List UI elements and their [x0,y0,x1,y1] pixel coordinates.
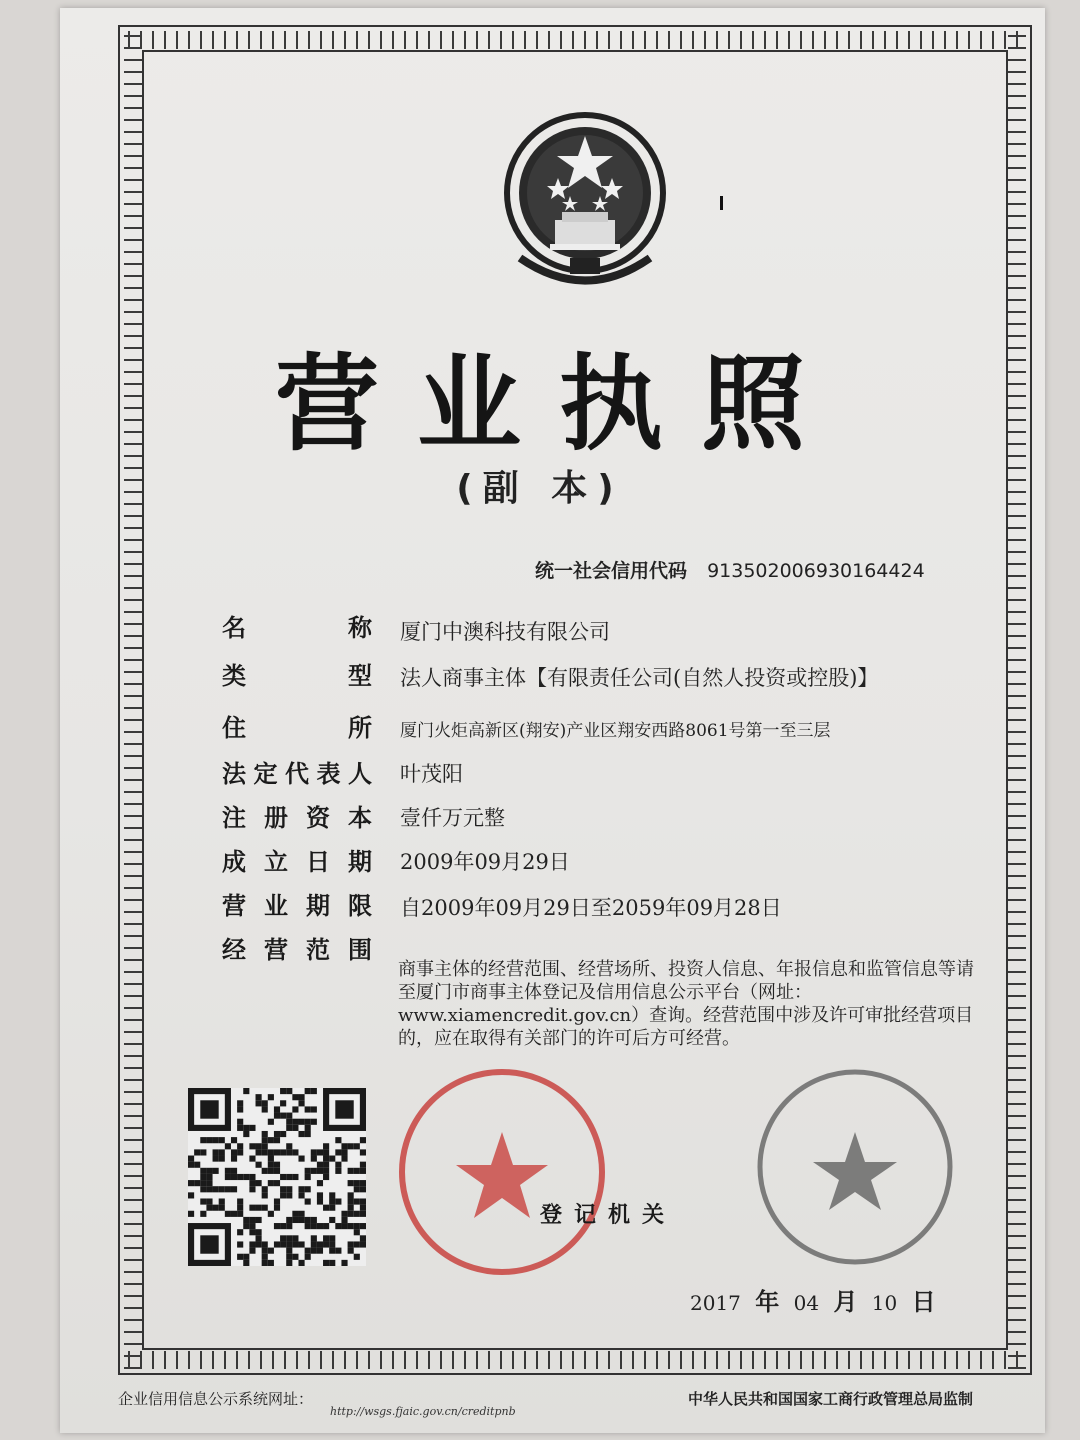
border-pattern-right [1008,31,1026,1369]
field-label-founded: 成立日期 [222,848,372,876]
field-value-scope: 商事主体的经营范围、经营场所、投资人信息、年报信息和监管信息等请至厦门市商事主体登记及信用信息公示平台（网址：www.xiamencredit.gov.cn）查询。经营范围中涉及许可审批经营项目的，应在取得有关部门的许可后方可经营。 [398,959,974,1049]
field-value-term: 自2009年09月29日至2059年09月28日 [400,896,782,920]
registration-authority-label: 登记机关 [540,1203,677,1228]
authority-seal-icon [752,1064,958,1270]
credit-code-row [535,556,925,583]
date-month: 04 [793,1291,820,1315]
national-emblem-icon [500,108,670,298]
border-pattern-bottom [124,1351,1026,1369]
ink-mark [720,196,723,210]
credit-code-value: 913502006930164424 [707,560,925,582]
field-label-type: 类型 [222,662,372,690]
date-day: 10 [871,1291,898,1315]
field-label-legal-rep: 法定代表人 [222,760,372,788]
company-seal-icon [392,1062,612,1282]
field-label-term: 营业期限 [222,892,372,920]
qr-code-icon [188,1088,366,1266]
field-label-scope: 经营范围 [222,936,372,964]
field-value-address: 厦门火炬高新区(翔安)产业区翔安西路8061号第一至三层 [400,721,831,741]
field-value-name: 厦门中澳科技有限公司 [400,620,610,644]
field-label-address: 住所 [222,714,372,742]
date-month-char: 月 [833,1288,858,1316]
field-value-type: 法人商事主体【有限责任公司(自然人投资或控股)】 [400,666,879,690]
footer-url: http://wsgs.fjaic.gov.cn/creditpnb [330,1405,516,1418]
border-pattern-left [124,31,142,1369]
field-value-capital: 壹仟万元整 [400,806,505,830]
document-title: 营业执照 [274,343,843,465]
field-value-legal-rep: 叶茂阳 [400,762,463,786]
field-value-founded: 2009年09月29日 [400,850,570,874]
field-label-name: 名称 [222,614,372,642]
border-pattern-top [124,31,1026,49]
registration-date [690,1282,944,1317]
date-year: 2017 [690,1291,741,1315]
credit-code-label: 统一社会信用代码 [535,560,688,582]
footer-system-label: 企业信用信息公示系统网址： [118,1390,314,1408]
date-year-char: 年 [755,1288,780,1316]
field-label-capital: 注册资本 [222,804,372,832]
footer-supervisor: 中华人民共和国国家工商行政管理总局监制 [688,1390,974,1408]
date-day-char: 日 [911,1288,936,1316]
document-subtitle: (副 本) [456,468,624,509]
